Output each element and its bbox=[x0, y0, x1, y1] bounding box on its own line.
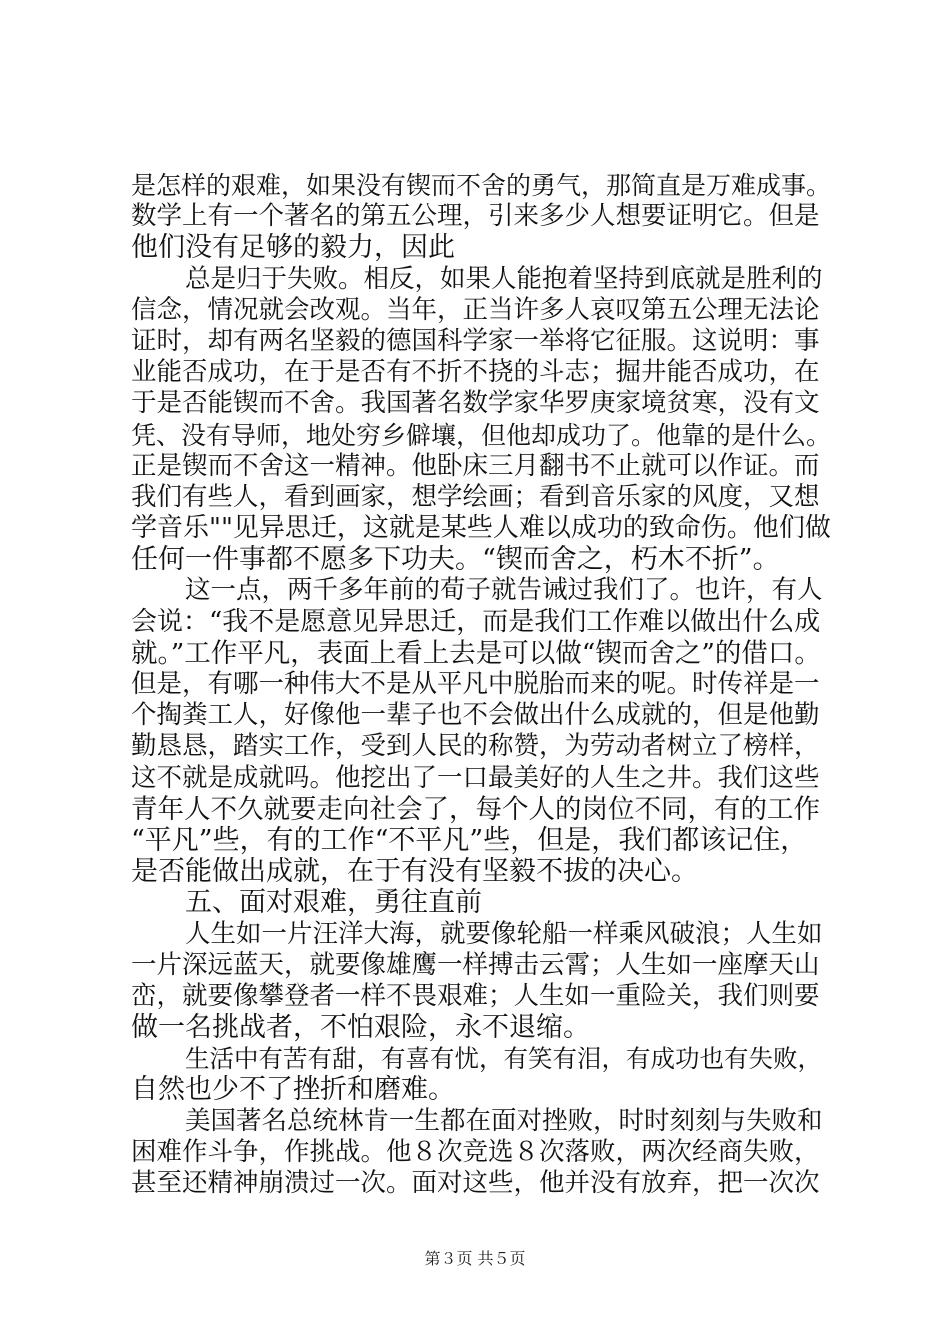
text-line: 业能否成功，在于是否有不折不挠的斗志；掘井能否成功，在 bbox=[131, 357, 820, 388]
text-line: 凭、没有导师，地处穷乡僻壤，但他却成功了。他靠的是什么。 bbox=[131, 420, 832, 450]
text-line: 这一点，两千多年前的荀子就告诫过我们了。也许，有人 bbox=[185, 575, 823, 606]
text-line: 困难作斗争，作挑战。他８次竞选８次落败，两次经商失败， bbox=[131, 1136, 820, 1167]
text-line: 人生如一片汪洋大海，就要像轮船一样乘风破浪；人生如 bbox=[185, 918, 823, 949]
text-line: 数学上有一个著名的第五公理，引来多少人想要证明它。但是 bbox=[131, 201, 820, 232]
document-body bbox=[131, 170, 831, 1199]
text-line: 是否能做出成就，在于有没有坚毅不拔的决心。 bbox=[131, 856, 698, 888]
text-line: 会说：“我不是愿意见异思迁，而是我们工作难以做出什么成 bbox=[131, 606, 821, 637]
text-line: 一片深远蓝天，就要像雄鹰一样搏击云霄；人生如一座摩天山 bbox=[131, 949, 820, 980]
text-line: 他们没有足够的毅力，因此 bbox=[131, 232, 455, 264]
text-line: 就。”工作平凡，表面上看上去是可以做“锲而舍之”的借口。 bbox=[131, 637, 821, 669]
text-line: 总是归于失败。相反，如果人能抱着坚持到底就是胜利的 bbox=[185, 263, 823, 294]
text-line: 这不就是成就吗。他挖出了一口最美好的人生之井。我们这些 bbox=[131, 762, 820, 793]
text-line: 个掏粪工人，好像他一辈子也不会做出什么成就的，但是他勤 bbox=[131, 700, 820, 731]
text-line: 甚至还精神崩溃过一次。面对这些，他并没有放弃，把一次次 bbox=[131, 1168, 820, 1198]
text-line: 证时，却有两名坚毅的德国科学家一举将它征服。这说明：事 bbox=[131, 325, 820, 356]
text-line: 我们有些人，看到画家，想学绘画；看到音乐家的风度，又想 bbox=[131, 481, 820, 512]
text-line: 信念，情况就会改观。当年，正当许多人哀叹第五公理无法论 bbox=[131, 294, 820, 325]
text-line: 做一名挑战者，不怕艰险，永不退缩。 bbox=[131, 1012, 590, 1044]
page-footer: 第３页 共５页 bbox=[424, 1249, 526, 1268]
text-line: 但是，有哪一种伟大不是从平凡中脱胎而来的呢。时传祥是一 bbox=[131, 669, 820, 699]
text-line: “平凡”些，有的工作“不平凡”些，但是，我们都该记住， bbox=[131, 824, 808, 856]
text-line: 于是否能锲而不舍。我国著名数学家华罗庚家境贫寒，没有文 bbox=[131, 388, 820, 419]
text-line: 正是锲而不舍这一精神。他卧床三月翻书不止就可以作证。而 bbox=[131, 450, 820, 481]
text-line: 任何一件事都不愿多下功夫。“锲而舍之，朽木不折”。 bbox=[131, 544, 780, 576]
text-line: 峦，就要像攀登者一样不畏艰难；人生如一重险关，我们则要 bbox=[131, 980, 820, 1011]
text-line: 学音乐""见异思迁，这就是某些人难以成功的致命伤。他们做 bbox=[131, 513, 831, 544]
text-line: 生活中有苦有甜，有喜有忧，有笑有泪，有成功也有失败， bbox=[185, 1044, 822, 1074]
text-line: 美国著名总统林肯一生都在面对挫败，时时刻刻与失败和 bbox=[185, 1105, 823, 1136]
text-line: 勤恳恳，踏实工作，受到人民的称赞，为劳动者树立了榜样， bbox=[131, 731, 820, 762]
text-line: 自然也少不了挫折和磨难。 bbox=[131, 1074, 455, 1106]
text-line: 青年人不久就要走向社会了，每个人的岗位不同，有的工作 bbox=[131, 793, 820, 825]
text-line: 五、面对艰难，勇往直前 bbox=[185, 887, 482, 919]
text-line: 是怎样的艰难，如果没有锲而不舍的勇气，那简直是万难成事。 bbox=[131, 171, 832, 200]
